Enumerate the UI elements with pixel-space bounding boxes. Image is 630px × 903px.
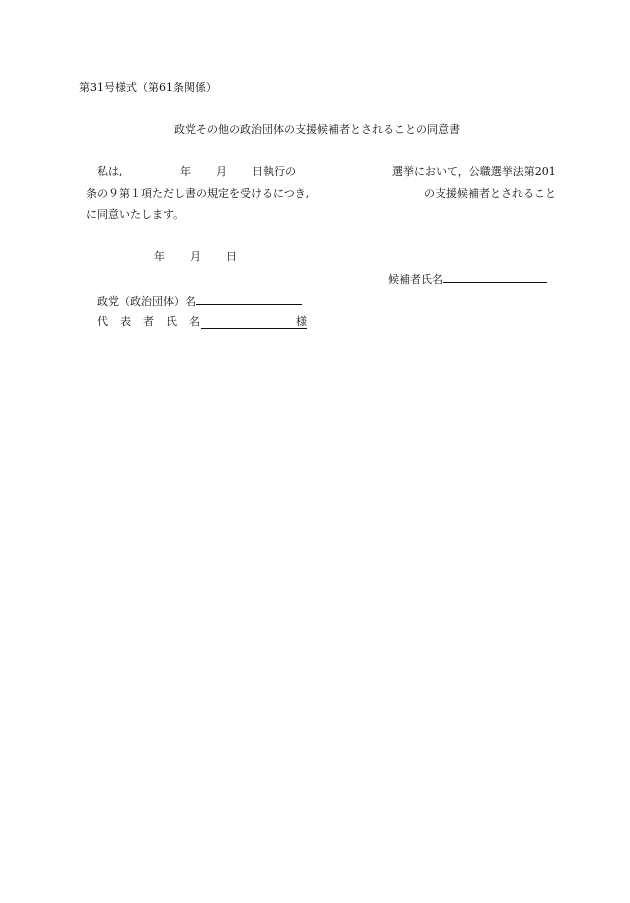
- document-title: 政党その他の政治団体の支援候補者とされることの同意書: [174, 123, 460, 136]
- party-name-label: 政党（政治団体）名: [97, 295, 196, 308]
- party-name-row: [97, 293, 302, 309]
- body-month: 月: [216, 165, 227, 178]
- date-year: 年: [154, 250, 165, 263]
- rep-name-row: [97, 315, 307, 329]
- body-day-exec: 日執行の: [252, 165, 296, 178]
- body-year: 年: [180, 165, 191, 178]
- date-day: 日: [226, 250, 237, 263]
- honorific: 様: [296, 315, 307, 328]
- party-name-line[interactable]: [196, 293, 302, 305]
- date-month: 月: [190, 250, 201, 263]
- candidate-name-row: [388, 271, 547, 287]
- body-l3: に同意いたします。: [86, 208, 185, 221]
- body-l2-start: 条の９第１項ただし書の規定を受けるにつき,: [86, 187, 310, 200]
- form-number: 第31号様式（第61条関係）: [79, 81, 217, 94]
- body-l1-start: 私は,: [97, 165, 123, 178]
- body-l1-mid: 選挙において，公職選挙法第201: [392, 165, 556, 178]
- body-l2-end: の支援候補者とされること: [424, 187, 556, 200]
- rep-name-label: 代 表 者 氏 名: [97, 315, 200, 328]
- rep-name-line[interactable]: [201, 316, 307, 329]
- candidate-name-line[interactable]: [443, 271, 547, 283]
- candidate-name-label: 候補者氏名: [388, 273, 443, 286]
